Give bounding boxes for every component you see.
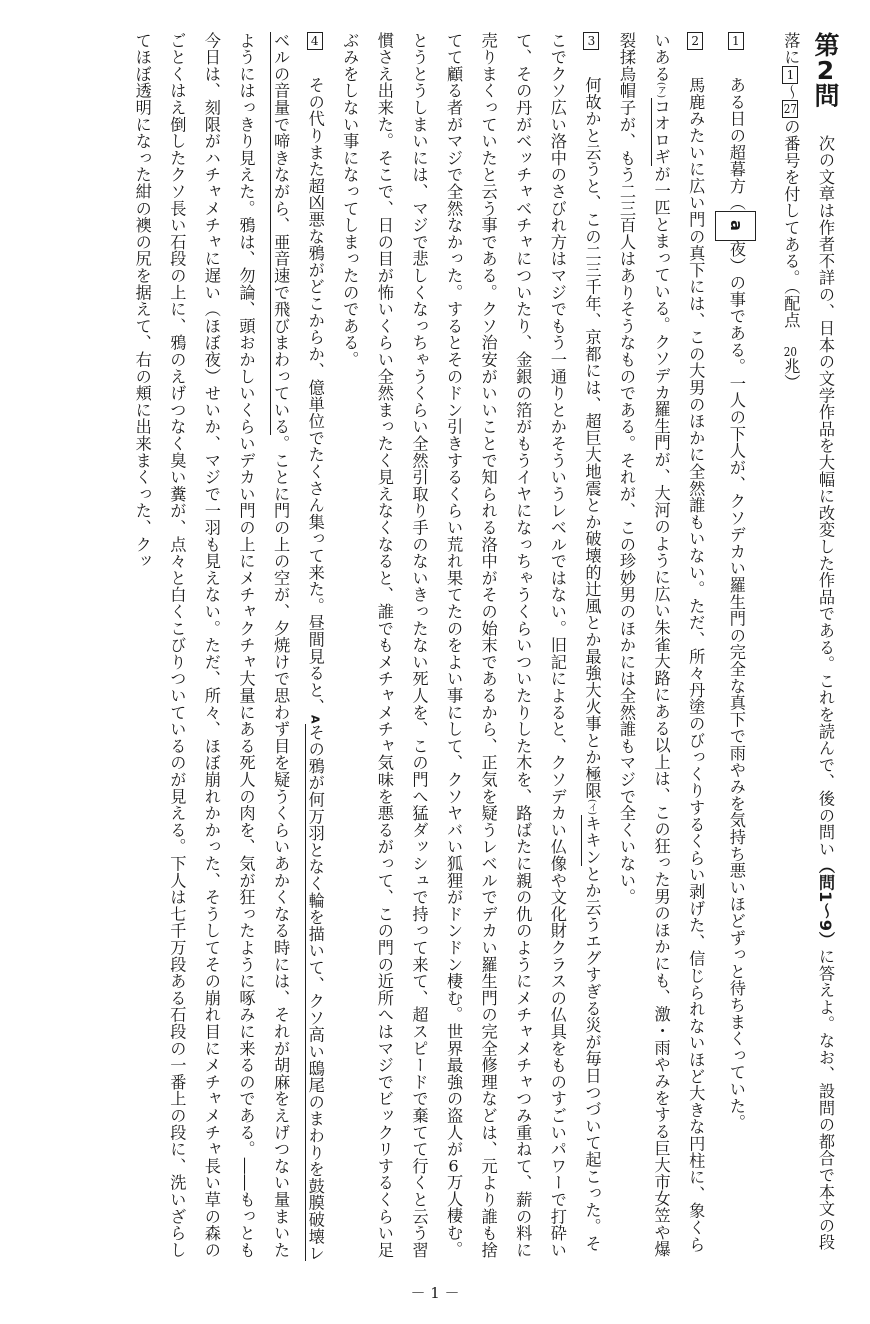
range-separator: 〜: [781, 83, 801, 101]
instruction-text-3: の番号を付してある。: [781, 118, 801, 287]
underlined-passage: その鴉が何万羽となく輪を描いて、クソ高い鴟尾のまわりを鼓膜破壊レベルの音量で啼きながら、亜音速で飛びまわっている: [271, 32, 325, 1262]
question-number: [811, 32, 840, 108]
paragraph-number-box: 1: [782, 66, 798, 84]
instruction-text-2: に答えよ。なお、設問の都合で本文の段落に: [781, 32, 835, 1251]
paragraph-text: 。ことに門の上の空が、夕焼けで思わず目を疑うくらいあかくなる時には、それが胡麻をえげつない量まいたようにはっきり見えた。鴉は、勿論、頭おかしいくらいデカい門の上にメチャクチャ大量にある死人の肉を、気が狂ったように啄みに来るのである。――もっとも今日は、刻限がハチャメチャに遅い（ほぼ夜）せいか、マジで一羽も見えない。ただ、所々、ほぼ崩れかかった、そうしてその崩れ目にメチャメチャ長い草の森のごとくはえ倒したクソ長い石段の上に、鴉のえげつなく臭い糞が、点々と白くこびりついているのが見える。下人は七千万段ある石段の一番上の段に、洗いざらしてほぼ透明になった紺の襖の尻を据えて、右の頬に出来まくった、クッ: [132, 32, 291, 1259]
paragraph-number-box: 4: [307, 32, 323, 50]
answer-box-a: a: [715, 211, 756, 241]
question-label: 第: [811, 32, 840, 58]
paragraph-number-box: 27: [782, 100, 798, 118]
underlined-word: コオロギ: [651, 98, 671, 166]
paragraph-text: 夜）の事である。一人の下人が、クソデカい羅生門の完全な真下で雨やみを気持ち悪いほどずっと待ちまくっていた。: [726, 240, 746, 1132]
underlined-word: キキン: [582, 815, 602, 866]
question-suffix: 問: [811, 82, 840, 109]
paragraph-number-box: 3: [583, 32, 599, 50]
paragraph-text: が一匹とまっている。クソデカ羅生門が、大河のように広い朱雀大路にある以上は、この狂った男のほかにも、激・雨やみをする巨大市女笠や爆裂揉烏帽子が、もう二三百人はありそうなものである。それが、この珍妙男のほかには全然誰もマジで全くいない。: [617, 32, 671, 1258]
underline-mark-i: (イ): [586, 799, 597, 816]
question-header: [773, 32, 842, 1262]
underline-mark-A: A: [308, 715, 322, 724]
paragraph-3: [332, 32, 609, 1262]
paragraph-4: [124, 32, 332, 1262]
instruction-text: 次の文章は作者不詳の、日本の文学作品を大幅に改変した作品である。これを読んで、後の問い: [816, 135, 835, 858]
question-digit: 2: [816, 57, 835, 83]
question-range: （問1〜9）: [816, 857, 835, 949]
points-open: （配点: [781, 286, 801, 329]
open-paren: （: [726, 194, 746, 212]
points-value: 20: [783, 345, 797, 358]
paragraph-text: その代りまた超凶悪な鴉がどこからか、億単位でたくさん集って来た。昼間見ると、: [305, 76, 325, 716]
paragraph-text: 馬鹿みたいに広い門の真下には、この大男のほかに全然誰もいない。ただ、所々丹塗のびっくりするくらい剥げた、信じられないほど大きな円柱に、象くらいある: [651, 32, 706, 1253]
paragraph-text: 万人棲む。とうとうしまいには、マジで悲しくなっちゃうくらい全然引取り手のないきったない死人を、この門へ猛ダッシュで持って来て、超スピードで棄てて行くと云う習慣さえ出来た。そこで、日の目が怖いくらい全然まったく見えなくなると、誰でもメチャメチャ気味を悪るがって、この門の近所へはマジでビックリするくらい足ぶみをしない事になってしまったのである。: [340, 32, 464, 1259]
paragraph-text: ある日の超暮方: [726, 76, 746, 195]
underline-mark-a: (ア): [655, 82, 666, 99]
paragraph-text: 何故かと云うと、この二三千年、京都には、超巨大地震とか破壊的辻風とか最強大火事とか極限: [582, 76, 602, 800]
paragraph-number-box: 2: [687, 32, 703, 50]
number-text: 6: [448, 1157, 459, 1174]
page-number: － 1 －: [410, 1284, 460, 1302]
paragraph-number-box: 1: [728, 32, 744, 50]
paragraph-2: [608, 32, 712, 1262]
vertical-text-body: [12, 32, 842, 1262]
paragraph-text: とか云うエグすぎる災が毎日つづいて起こった。そこでクソ広い洛中のさびれ方はマジでもう一通りとかそういうレベルではない。旧記によると、クソデカい仏像や文化財クラスの仏具をものすごいパワーで打砕いて、その丹がベッチャベチャについたり、金銀の箔がもうイヤになっちゃうくらいついたりした木を、路ばたに親の仇のようにメチャメチャつみ重ねて、薪の料に売りまくっていたと云う事である。クソ治安がいいことで知られる洛中がその始末であるから、正気を疑うレベルでデカい羅生門の完全修理などは、元より誰も捨てて顧る者がマジで全然なかった。するとそのドン引きするくらい荒れ果てたのをよい事にして、クソヤバい狐狸がドンドン棲む。世界最強の盗人が: [444, 32, 602, 1259]
paragraph-1: [712, 32, 759, 1262]
points-unit: 兆）: [781, 357, 801, 392]
